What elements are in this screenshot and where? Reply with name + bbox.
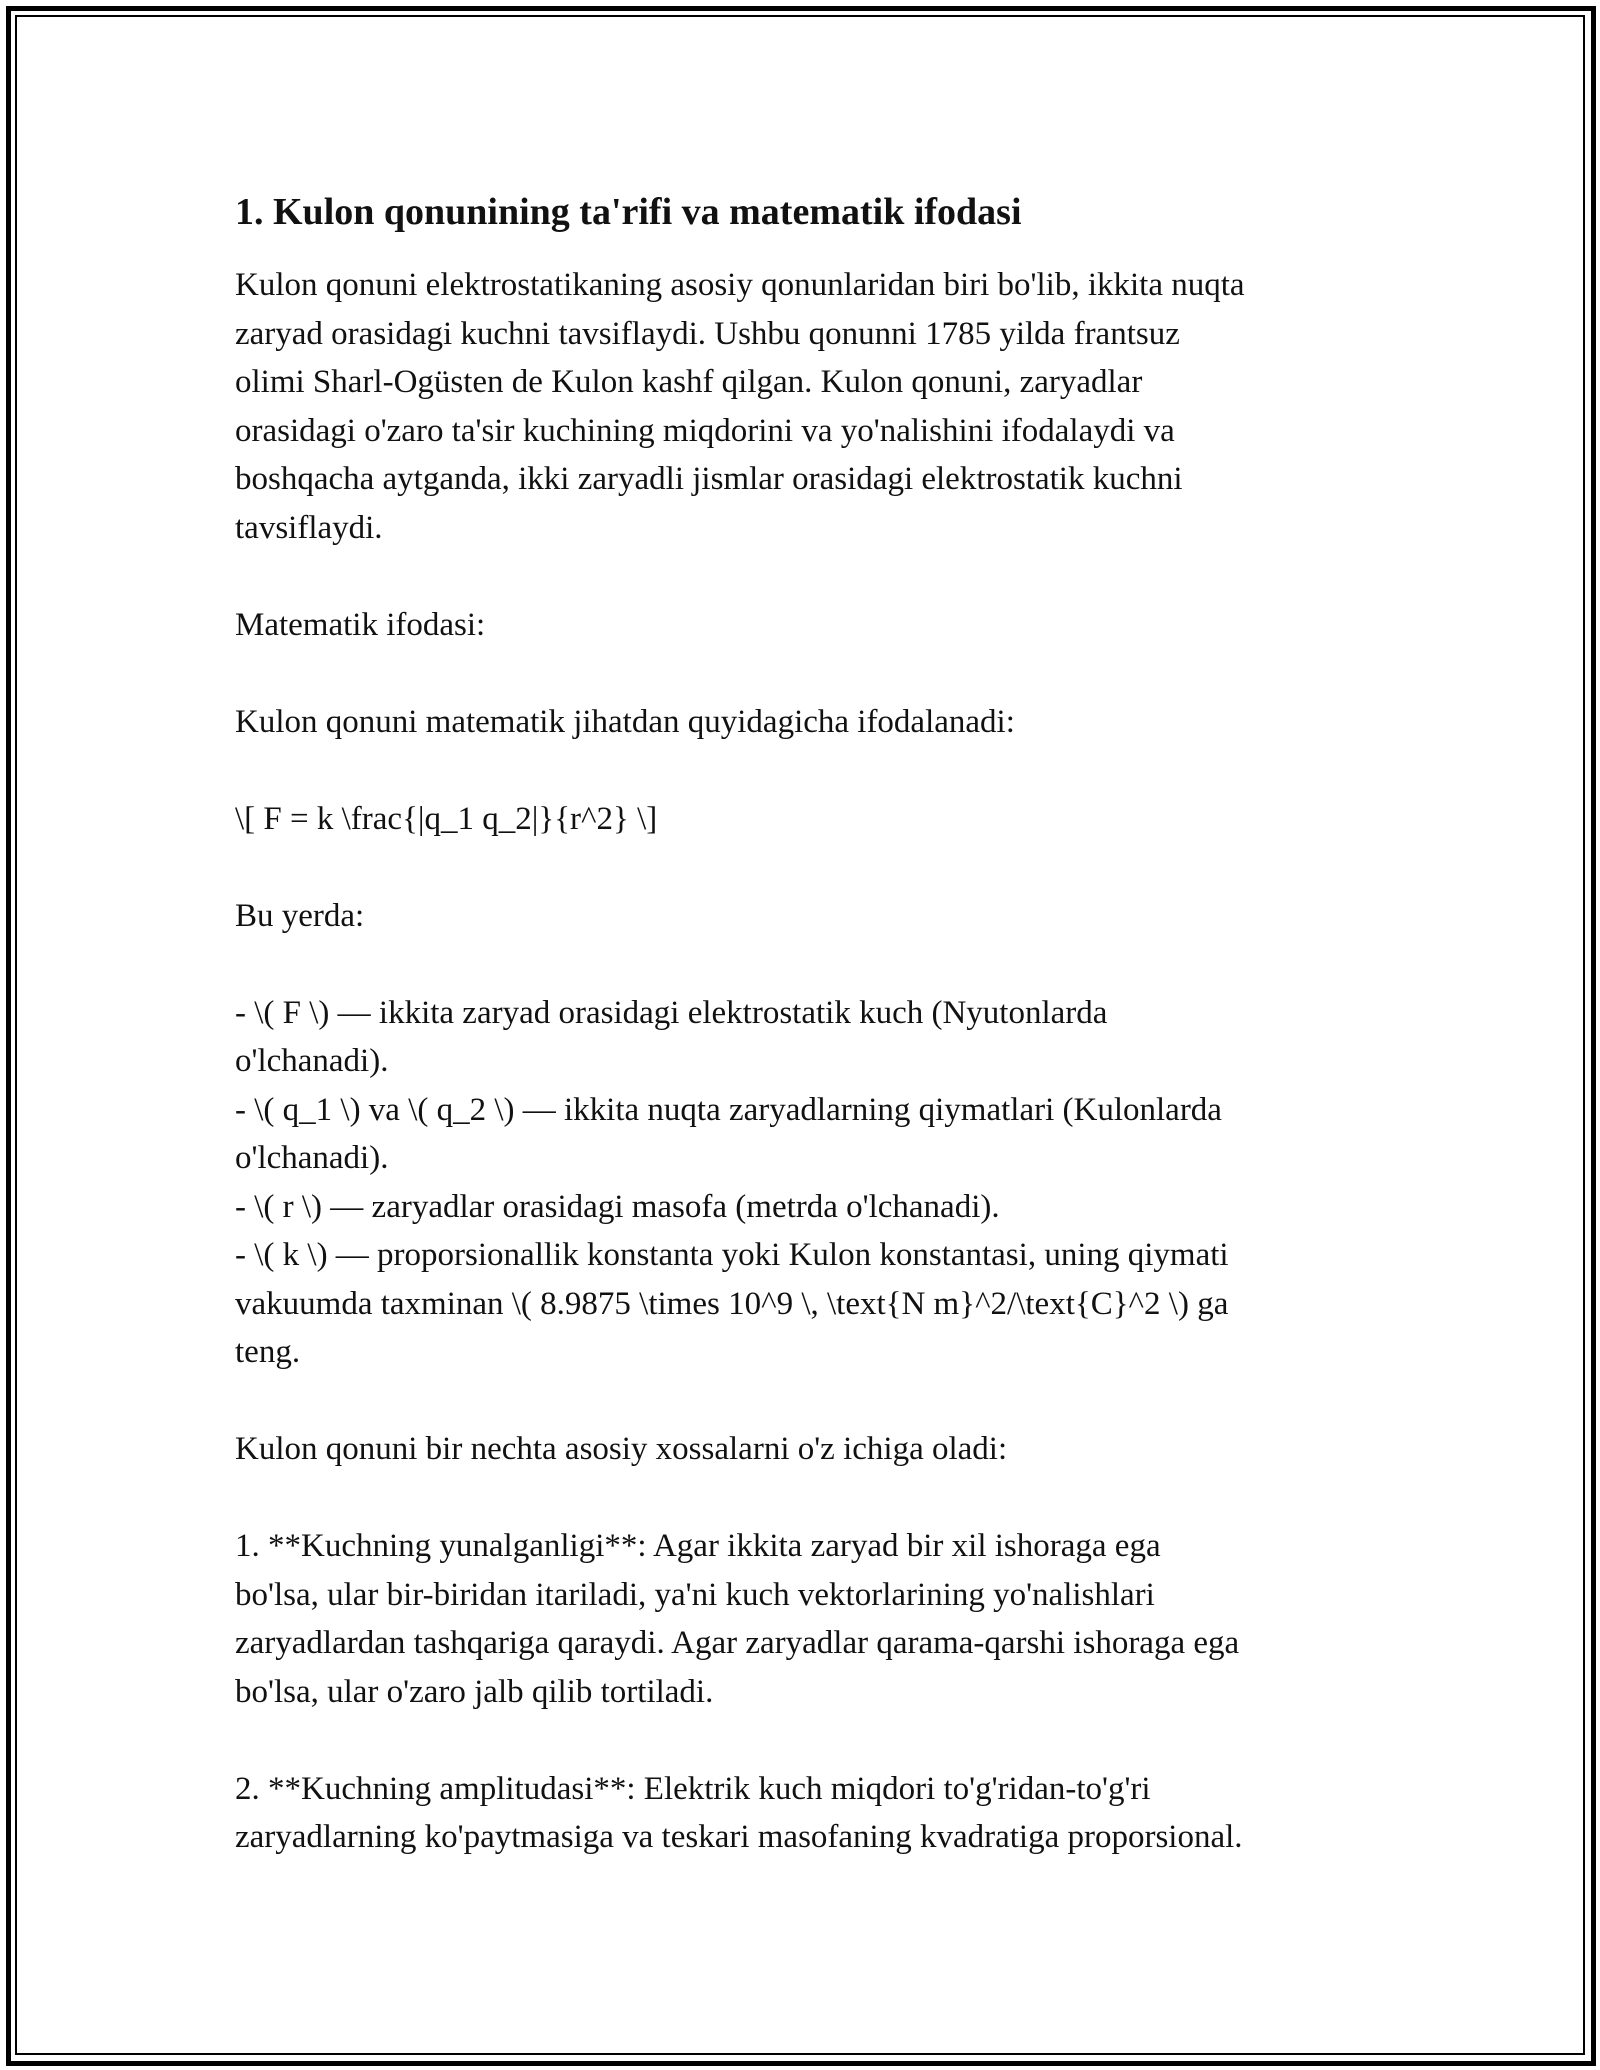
paragraph-spacer xyxy=(235,1377,1365,1426)
formula-line: \[ F = k \frac{|q_1 q_2|}{r^2} \] xyxy=(235,800,658,837)
definitions-list: - \( F \) — ikkita zaryad orasidagi elektrostatik kuch (Nyutonlarda o'lchanadi). - \( q_1 \) va \( q_2 \) — ikkita nuqta zaryadlarning qiymatlari (Kulonlarda o'lchanadi). - \( r \) — zaryadlar orasidagi masofa (metrda o'lchanadi). - \( k \) — proporsionallik konstanta yoki Kulon konstantasi, uning qiymati vakuumda taxminan \( 8.9875 \times 10^9 \, \text{N m}^2/\text{C}^2 \) ga teng. xyxy=(235,994,1229,1370)
paragraph-spacer xyxy=(235,940,1365,989)
paragraph-spacer xyxy=(235,746,1365,795)
paragraph-spacer xyxy=(235,843,1365,892)
paragraph-spacer xyxy=(235,552,1365,601)
math-intro-paragraph: Kulon qonuni matematik jihatdan quyidagicha ifodalanadi: xyxy=(235,703,1015,740)
properties-intro: Kulon qonuni bir nechta asosiy xossalarni o'z ichiga oladi: xyxy=(235,1431,1008,1467)
intro-paragraph: Kulon qonuni elektrostatikaning asosiy qonunlaridan biri bo'lib, ikkita nuqta zaryad orasidagi kuchni tavsiflaydi. Ushbu qonunni 1785 yilda frantsuz olimi Sharl-Ogüsten de Kulon kashf qilgan. Kulon qonuni, zaryadlar orasidagi o'zaro ta'sir kuchining miqdorini va yo'nalishini ifodalaydi va boshqacha aytganda, ikki zaryadli jismlar orasidagi elektrostatik kuchni tavsiflaydi. xyxy=(235,267,1245,546)
paragraph-spacer xyxy=(235,649,1365,698)
paragraph-spacer xyxy=(235,1716,1365,1765)
property-item-1: 1. **Kuchning yunalganligi**: Agar ikkita zaryad bir xil ishoraga ega bo'lsa, ular bir-biridan itariladi, ya'ni kuch vektorlarining yo'nalishlari zaryadlardan tashqariga qaraydi. Agar zaryadlar qarama-qarshi ishoraga ega bo'lsa, ular o'zaro jalb qilib tortiladi. xyxy=(235,1528,1240,1710)
paragraph-spacer xyxy=(235,1474,1365,1523)
property-item-2: 2. **Kuchning amplitudasi**: Elektrik kuch miqdori to'g'ridan-to'g'ri zaryadlarning ko'paytmasiga va teskari masofaning kvadratiga proporsional. xyxy=(235,1770,1243,1855)
where-label: Bu yerda: xyxy=(235,897,365,934)
section-title: 1. Kulon qonunining ta'rifi va matematik ifodasi xyxy=(235,191,1022,233)
document-body xyxy=(235,186,1365,1862)
math-heading: Matematik ifodasi: xyxy=(235,606,486,643)
